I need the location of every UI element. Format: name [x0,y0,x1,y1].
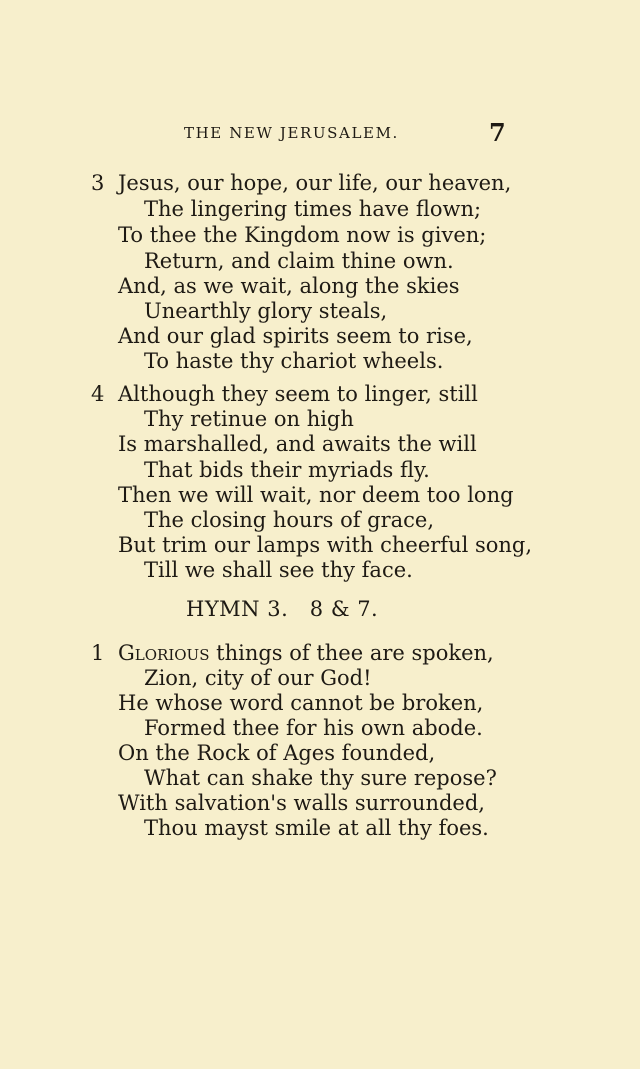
verse-line: The closing hours of grace, [144,508,435,532]
verse-line: He whose word cannot be broken, [118,691,484,715]
verse-line: Zion, city of our God! [144,666,372,690]
stanza-number: 1 [91,641,105,665]
verse-line: Jesus, our hope, our life, our heaven, [118,171,512,195]
verse-line: On the Rock of Ages founded, [118,741,436,765]
verse-line: The lingering times have flown; [144,197,482,221]
page-number: 7 [489,118,506,147]
verse-line: Is marshalled, and awaits the will [118,432,477,456]
verse-line: What can shake thy sure repose? [144,766,497,790]
verse-line: That bids their myriads fly. [144,458,430,482]
verse-line: Till we shall see thy face. [144,558,413,582]
running-head: THE NEW JERUSALEM. [184,124,399,142]
verse-line: Formed thee for his own abode. [144,716,483,740]
verse-line: Thou mayst smile at all thy foes. [144,816,489,840]
hymn-heading [186,597,378,621]
verse-line: But trim our lamps with cheerful song, [118,533,533,557]
hymn-meter: 8 & 7. [309,597,379,621]
verse-line: And our glad spirits seem to rise, [118,324,473,348]
verse-line: And, as we wait, along the skies [118,274,460,298]
first-word: Glorious [118,641,210,665]
verse-line [118,640,494,666]
verse-line: To thee the Kingdom now is given; [118,223,487,247]
verse-line: Although they seem to linger, still [118,382,478,406]
stanza-number: 3 [91,171,105,195]
hymn-title: HYMN 3. [186,597,289,621]
verse-line: Unearthly glory steals, [144,299,388,323]
first-line-rest: things of thee are spoken, [209,641,494,665]
stanza-number: 4 [91,382,105,406]
verse-line: Return, and claim thine own. [144,249,454,273]
verse-line: With salvation's walls surrounded, [118,791,485,815]
verse-line: To haste thy chariot wheels. [144,349,444,373]
verse-line: Then we will wait, nor deem too long [118,483,514,507]
verse-line: Thy retinue on high [144,407,354,431]
